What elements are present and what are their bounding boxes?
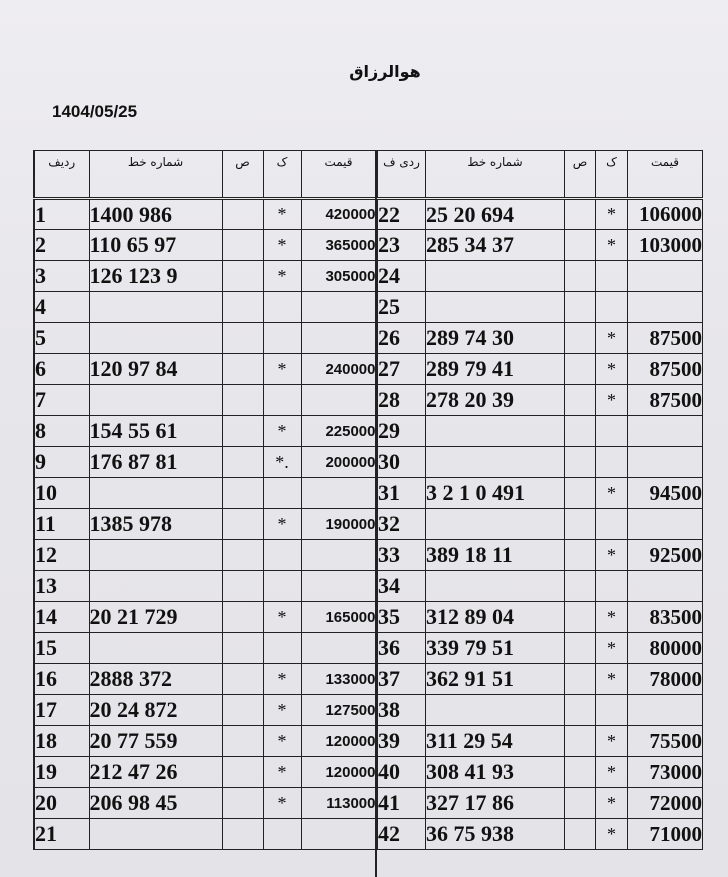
s-mark bbox=[565, 478, 596, 509]
table-row bbox=[378, 385, 703, 416]
s-mark bbox=[565, 633, 596, 664]
table-row bbox=[378, 509, 703, 540]
s-mark bbox=[565, 819, 596, 850]
k-mark bbox=[596, 695, 628, 726]
row-index: 24 bbox=[378, 261, 426, 292]
s-mark bbox=[222, 447, 263, 478]
row-index: 3 bbox=[34, 261, 89, 292]
table-row bbox=[34, 478, 376, 509]
table-row bbox=[378, 788, 703, 819]
k-mark: * bbox=[263, 757, 301, 788]
table-row bbox=[34, 323, 376, 354]
s-mark bbox=[222, 230, 263, 261]
s-mark bbox=[565, 540, 596, 571]
table-row bbox=[378, 571, 703, 602]
line-number bbox=[89, 323, 222, 354]
k-mark: * bbox=[596, 323, 628, 354]
row-index: 19 bbox=[34, 757, 89, 788]
k-mark: * bbox=[596, 354, 628, 385]
line-number bbox=[426, 261, 565, 292]
line-number bbox=[426, 509, 565, 540]
k-mark: * bbox=[596, 726, 628, 757]
row-index: 7 bbox=[34, 385, 89, 416]
k-mark: * bbox=[263, 788, 301, 819]
line-number bbox=[89, 292, 222, 323]
table-row bbox=[378, 478, 703, 509]
table-row bbox=[378, 819, 703, 850]
k-mark bbox=[263, 540, 301, 571]
price-value: 78000 bbox=[628, 664, 703, 695]
row-index: 15 bbox=[34, 633, 89, 664]
price-value: 80000 bbox=[628, 633, 703, 664]
table-row bbox=[34, 633, 376, 664]
table-row bbox=[34, 726, 376, 757]
table-row bbox=[34, 757, 376, 788]
k-mark: * bbox=[596, 602, 628, 633]
row-index: 39 bbox=[378, 726, 426, 757]
s-mark bbox=[222, 385, 263, 416]
row-index: 8 bbox=[34, 416, 89, 447]
s-mark bbox=[222, 540, 263, 571]
document-title: هوالرزاق bbox=[349, 62, 421, 81]
table-row bbox=[34, 571, 376, 602]
s-mark bbox=[222, 323, 263, 354]
s-mark bbox=[222, 726, 263, 757]
price-value: 71000 bbox=[628, 819, 703, 850]
row-index: 37 bbox=[378, 664, 426, 695]
price-value: 87500 bbox=[628, 354, 703, 385]
s-mark bbox=[565, 261, 596, 292]
k-mark: * bbox=[263, 354, 301, 385]
price-value: 120000 bbox=[301, 757, 376, 788]
col-header-k: ک bbox=[596, 151, 628, 199]
line-number: 176 87 81 bbox=[89, 447, 222, 478]
row-index: 5 bbox=[34, 323, 89, 354]
price-value: 225000 bbox=[301, 416, 376, 447]
price-value bbox=[301, 323, 376, 354]
price-value: 200000 bbox=[301, 447, 376, 478]
col-header-s: ص bbox=[222, 151, 263, 199]
s-mark bbox=[565, 323, 596, 354]
k-mark: * bbox=[596, 788, 628, 819]
s-mark bbox=[565, 354, 596, 385]
table-row bbox=[34, 788, 376, 819]
k-mark: * bbox=[596, 757, 628, 788]
k-mark bbox=[263, 323, 301, 354]
row-index: 42 bbox=[378, 819, 426, 850]
table-row bbox=[34, 819, 376, 850]
price-value bbox=[628, 571, 703, 602]
price-value: 133000 bbox=[301, 664, 376, 695]
table-row bbox=[378, 664, 703, 695]
s-mark bbox=[222, 571, 263, 602]
right-price-table bbox=[377, 150, 703, 850]
k-mark: * bbox=[263, 726, 301, 757]
line-number: 120 97 84 bbox=[89, 354, 222, 385]
table-row bbox=[34, 261, 376, 292]
price-value: 240000 bbox=[301, 354, 376, 385]
table-row bbox=[34, 695, 376, 726]
document-date: 1404/05/25 bbox=[52, 102, 138, 121]
row-index: 23 bbox=[378, 230, 426, 261]
s-mark bbox=[565, 199, 596, 230]
line-number: 311 29 54 bbox=[426, 726, 565, 757]
s-mark bbox=[222, 695, 263, 726]
k-mark: * bbox=[596, 230, 628, 261]
table-row bbox=[378, 540, 703, 571]
s-mark bbox=[565, 602, 596, 633]
col-header-price: قیمت bbox=[301, 151, 376, 199]
s-mark bbox=[222, 478, 263, 509]
price-value: 92500 bbox=[628, 540, 703, 571]
row-index: 6 bbox=[34, 354, 89, 385]
row-index: 1 bbox=[34, 199, 89, 230]
line-number: 278 20 39 bbox=[426, 385, 565, 416]
price-value: 72000 bbox=[628, 788, 703, 819]
s-mark bbox=[565, 416, 596, 447]
price-value: 305000 bbox=[301, 261, 376, 292]
table-row bbox=[378, 757, 703, 788]
row-index: 29 bbox=[378, 416, 426, 447]
price-value bbox=[301, 292, 376, 323]
line-number: 212 47 26 bbox=[89, 757, 222, 788]
price-value bbox=[301, 571, 376, 602]
k-mark: * bbox=[263, 602, 301, 633]
line-number: 1385 978 bbox=[89, 509, 222, 540]
table-row bbox=[378, 602, 703, 633]
row-index: 35 bbox=[378, 602, 426, 633]
line-number: 154 55 61 bbox=[89, 416, 222, 447]
price-value bbox=[628, 261, 703, 292]
price-value: 365000 bbox=[301, 230, 376, 261]
k-mark: * bbox=[596, 385, 628, 416]
k-mark: * bbox=[596, 540, 628, 571]
line-number: 312 89 04 bbox=[426, 602, 565, 633]
price-value: 190000 bbox=[301, 509, 376, 540]
k-mark: * bbox=[263, 509, 301, 540]
table-row bbox=[34, 447, 376, 478]
line-number: 126 123 9 bbox=[89, 261, 222, 292]
line-number bbox=[89, 819, 222, 850]
k-mark: * bbox=[263, 695, 301, 726]
line-number: 362 91 51 bbox=[426, 664, 565, 695]
col-header-row: ردی ف bbox=[378, 151, 426, 199]
table-row bbox=[34, 230, 376, 261]
row-index: 16 bbox=[34, 664, 89, 695]
line-number bbox=[89, 385, 222, 416]
line-number bbox=[89, 540, 222, 571]
price-value: 87500 bbox=[628, 323, 703, 354]
s-mark bbox=[565, 509, 596, 540]
price-value bbox=[301, 478, 376, 509]
k-mark bbox=[263, 292, 301, 323]
line-number: 289 79 41 bbox=[426, 354, 565, 385]
row-index: 34 bbox=[378, 571, 426, 602]
s-mark bbox=[222, 292, 263, 323]
row-index: 41 bbox=[378, 788, 426, 819]
table-row bbox=[378, 695, 703, 726]
k-mark bbox=[263, 571, 301, 602]
table-row bbox=[378, 416, 703, 447]
k-mark: * bbox=[263, 230, 301, 261]
k-mark bbox=[263, 633, 301, 664]
line-number: 285 34 37 bbox=[426, 230, 565, 261]
row-index: 30 bbox=[378, 447, 426, 478]
s-mark bbox=[222, 602, 263, 633]
row-index: 36 bbox=[378, 633, 426, 664]
table-row bbox=[378, 354, 703, 385]
row-index: 25 bbox=[378, 292, 426, 323]
s-mark bbox=[565, 447, 596, 478]
price-value bbox=[628, 509, 703, 540]
line-number bbox=[426, 695, 565, 726]
price-value bbox=[628, 447, 703, 478]
k-mark: * bbox=[596, 199, 628, 230]
s-mark bbox=[222, 509, 263, 540]
row-index: 21 bbox=[34, 819, 89, 850]
k-mark bbox=[596, 261, 628, 292]
table-row bbox=[34, 354, 376, 385]
line-number bbox=[426, 447, 565, 478]
row-index: 28 bbox=[378, 385, 426, 416]
line-number: 20 21 729 bbox=[89, 602, 222, 633]
k-mark bbox=[596, 416, 628, 447]
price-value: 106000 bbox=[628, 199, 703, 230]
s-mark bbox=[222, 757, 263, 788]
price-value bbox=[301, 819, 376, 850]
s-mark bbox=[565, 571, 596, 602]
price-value: 83500 bbox=[628, 602, 703, 633]
row-index: 38 bbox=[378, 695, 426, 726]
left-price-table bbox=[33, 150, 377, 850]
row-index: 22 bbox=[378, 199, 426, 230]
line-number: 25 20 694 bbox=[426, 199, 565, 230]
line-number: 2888 372 bbox=[89, 664, 222, 695]
row-index: 20 bbox=[34, 788, 89, 819]
s-mark bbox=[222, 633, 263, 664]
price-value: 420000 bbox=[301, 199, 376, 230]
row-index: 26 bbox=[378, 323, 426, 354]
price-value: 94500 bbox=[628, 478, 703, 509]
table-row bbox=[34, 509, 376, 540]
table-row bbox=[378, 633, 703, 664]
line-number: 327 17 86 bbox=[426, 788, 565, 819]
line-number: 308 41 93 bbox=[426, 757, 565, 788]
line-number bbox=[426, 292, 565, 323]
s-mark bbox=[565, 788, 596, 819]
k-mark: * bbox=[263, 416, 301, 447]
k-mark bbox=[596, 292, 628, 323]
s-mark bbox=[222, 261, 263, 292]
s-mark bbox=[565, 726, 596, 757]
k-mark: * bbox=[596, 664, 628, 695]
k-mark bbox=[596, 447, 628, 478]
col-header-price: قیمت bbox=[628, 151, 703, 199]
s-mark bbox=[222, 199, 263, 230]
k-mark bbox=[263, 478, 301, 509]
price-value bbox=[301, 540, 376, 571]
row-index: 18 bbox=[34, 726, 89, 757]
s-mark bbox=[565, 385, 596, 416]
col-header-line-number: شماره خط bbox=[426, 151, 565, 199]
line-number bbox=[426, 571, 565, 602]
line-number: 36 75 938 bbox=[426, 819, 565, 850]
table-row bbox=[34, 385, 376, 416]
k-mark bbox=[263, 385, 301, 416]
k-mark: * bbox=[596, 633, 628, 664]
table-row bbox=[34, 292, 376, 323]
line-number: 20 24 872 bbox=[89, 695, 222, 726]
row-index: 12 bbox=[34, 540, 89, 571]
k-mark: *. bbox=[263, 447, 301, 478]
row-index: 4 bbox=[34, 292, 89, 323]
line-number: 110 65 97 bbox=[89, 230, 222, 261]
line-number: 20 77 559 bbox=[89, 726, 222, 757]
k-mark bbox=[596, 571, 628, 602]
price-value: 165000 bbox=[301, 602, 376, 633]
table-row bbox=[378, 726, 703, 757]
k-mark bbox=[263, 819, 301, 850]
line-number: 389 18 11 bbox=[426, 540, 565, 571]
price-value: 103000 bbox=[628, 230, 703, 261]
s-mark bbox=[222, 354, 263, 385]
s-mark bbox=[565, 664, 596, 695]
s-mark bbox=[565, 695, 596, 726]
row-index: 33 bbox=[378, 540, 426, 571]
price-value: 127500 bbox=[301, 695, 376, 726]
table-row bbox=[34, 602, 376, 633]
table-row bbox=[378, 261, 703, 292]
table-row bbox=[34, 199, 376, 230]
row-index: 40 bbox=[378, 757, 426, 788]
s-mark bbox=[222, 788, 263, 819]
table-row bbox=[378, 447, 703, 478]
row-index: 2 bbox=[34, 230, 89, 261]
price-value bbox=[628, 416, 703, 447]
row-index: 31 bbox=[378, 478, 426, 509]
table-row bbox=[34, 540, 376, 571]
row-index: 10 bbox=[34, 478, 89, 509]
price-value: 75500 bbox=[628, 726, 703, 757]
s-mark bbox=[222, 416, 263, 447]
k-mark: * bbox=[263, 199, 301, 230]
row-index: 11 bbox=[34, 509, 89, 540]
col-header-row: ردیف bbox=[34, 151, 89, 199]
table-row bbox=[378, 199, 703, 230]
row-index: 14 bbox=[34, 602, 89, 633]
line-number: 1400 986 bbox=[89, 199, 222, 230]
line-number: 339 79 51 bbox=[426, 633, 565, 664]
line-number bbox=[426, 416, 565, 447]
k-mark bbox=[596, 509, 628, 540]
s-mark bbox=[565, 292, 596, 323]
k-mark: * bbox=[263, 261, 301, 292]
price-value bbox=[628, 695, 703, 726]
line-number: 206 98 45 bbox=[89, 788, 222, 819]
col-header-line-number: شماره خط bbox=[89, 151, 222, 199]
row-index: 17 bbox=[34, 695, 89, 726]
line-number bbox=[89, 571, 222, 602]
row-index: 13 bbox=[34, 571, 89, 602]
row-index: 9 bbox=[34, 447, 89, 478]
table-row bbox=[34, 416, 376, 447]
row-index: 32 bbox=[378, 509, 426, 540]
price-value bbox=[301, 633, 376, 664]
table-row bbox=[378, 292, 703, 323]
price-value: 113000 bbox=[301, 788, 376, 819]
row-index: 27 bbox=[378, 354, 426, 385]
col-header-k: ک bbox=[263, 151, 301, 199]
line-number bbox=[89, 633, 222, 664]
k-mark: * bbox=[596, 819, 628, 850]
k-mark: * bbox=[263, 664, 301, 695]
price-value: 120000 bbox=[301, 726, 376, 757]
price-value bbox=[301, 385, 376, 416]
price-value bbox=[628, 292, 703, 323]
line-number bbox=[89, 478, 222, 509]
table-row bbox=[34, 664, 376, 695]
s-mark bbox=[565, 230, 596, 261]
s-mark bbox=[565, 757, 596, 788]
line-number: 3 2 1 0 491 bbox=[426, 478, 565, 509]
price-value: 87500 bbox=[628, 385, 703, 416]
line-number: 289 74 30 bbox=[426, 323, 565, 354]
table-row bbox=[378, 230, 703, 261]
s-mark bbox=[222, 664, 263, 695]
s-mark bbox=[222, 819, 263, 850]
table-row bbox=[378, 323, 703, 354]
col-header-s: ص bbox=[565, 151, 596, 199]
k-mark: * bbox=[596, 478, 628, 509]
price-value: 73000 bbox=[628, 757, 703, 788]
